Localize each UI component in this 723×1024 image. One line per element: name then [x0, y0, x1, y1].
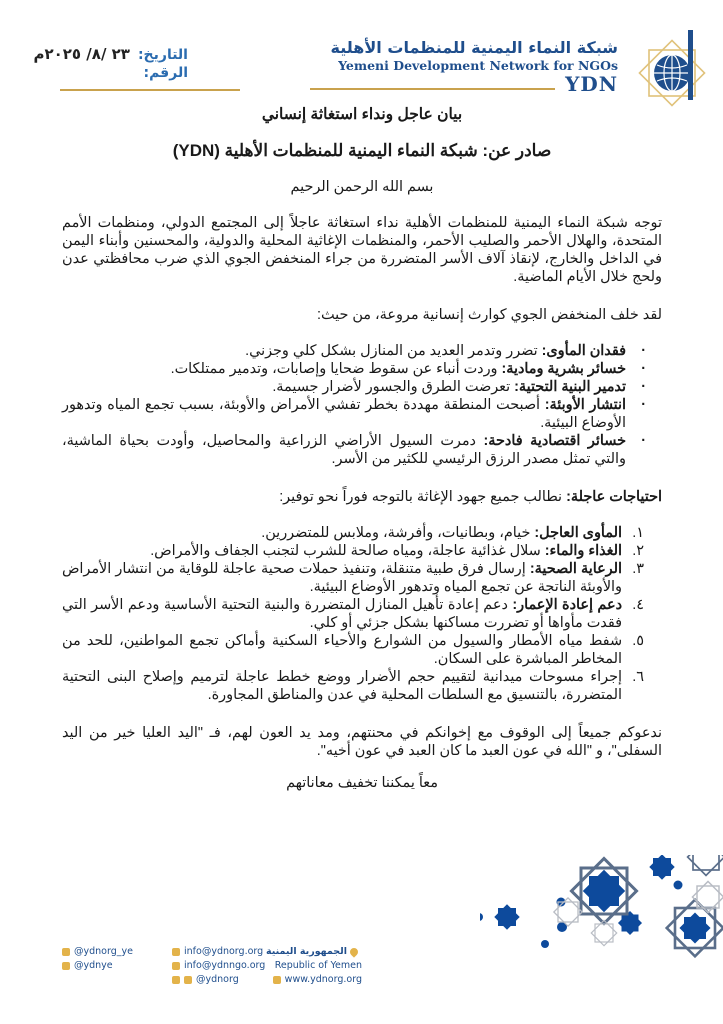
email-link-2[interactable]: info@ydnngo.org — [184, 960, 266, 971]
need-text: شفط مياه الأمطار والسيول من الشوارع والأحياء السكنية وأماكن تجمع المواطنين، للحد من المخاطر المباشرة على السكان. — [62, 633, 623, 667]
impact-intro: لقد خلف المنخفض الجوي كوارث إنسانية مروعة، من حيث: — [316, 307, 662, 323]
ydn-logo-emblem-icon — [637, 38, 707, 108]
need-item — [62, 524, 644, 542]
sign-off: معاً يمكننا تخفيف معاناتهم — [286, 775, 438, 792]
need-text: إجراء مسوحات ميدانية لتقييم حجم الأضرار ووضع خطط عاجلة لترميم وإصلاح البنى التحتية المتضررة، بالتنسيق مع السلطات المحلية في عدن والمناطق المجاورة. — [62, 669, 622, 703]
need-text: إرسال فرق طبية متنقلة، وتنفيذ حملات صحية عاجلة للوقاية من انتشار الأمراض والأوبئة الناتجة عن تجمع المياه وتدهور الأوضاع البيئية. — [62, 561, 622, 595]
need-text: دعم إعادة تأهيل المنازل المتضررة والبنية التحتية الأساسية ودعم الأسر التي فقدت مأواها أو تضررت مساكنها بشكل جزئي أو كلي. — [62, 597, 622, 631]
need-number: ٢. — [632, 543, 644, 559]
impact-item — [62, 378, 646, 396]
document-title: بيان عاجل ونداء استغاثة إنساني — [261, 106, 463, 123]
date-label: التاريخ: — [137, 47, 188, 63]
need-label: المأوى العاجل: — [534, 525, 622, 541]
email-icon — [172, 948, 180, 956]
need-item — [62, 542, 644, 560]
date-value: ٢٣ /٨/ ٢٠٢٥م — [33, 45, 130, 63]
email-icon — [172, 962, 180, 970]
closing-paragraph: ندعوكم جميعاً إلى الوقوف مع إخوانكم في محنتهم، ومد يد العون لهم، فـ "اليد العليا خير من اليد السفلى"، و "الله في عون العبد ما كان العبد في عون أخيه". — [62, 725, 662, 759]
impact-item — [62, 360, 646, 378]
impact-item — [62, 396, 646, 432]
country-english: Republic of Yemen — [274, 960, 362, 971]
footer-contacts — [62, 945, 362, 990]
globe-icon — [273, 976, 281, 984]
need-item — [62, 632, 644, 668]
need-label: الرعاية الصحية: — [529, 561, 622, 577]
impact-text: تضرر وتدمر العديد من المنازل بشكل كلي وجزني. — [245, 343, 542, 359]
impact-list — [62, 342, 662, 468]
email-link-1[interactable]: info@ydnorg.org — [184, 946, 264, 957]
footer-address-column — [266, 945, 362, 987]
letterhead — [0, 0, 723, 100]
header-divider-right — [310, 88, 555, 90]
twitter-handle-1[interactable]: @ydnorg_ye — [74, 946, 133, 957]
need-label: الغذاء والماء: — [544, 543, 622, 559]
org-name-english: Yemeni Development Network for NGOs — [338, 58, 618, 73]
need-text: خيام، وبطانيات، وأفرشة، وملابس للمتضررين. — [261, 525, 535, 541]
impact-text: دمرت السيول الأراضي الزراعية والمحاصيل، وأودت بحياة الماشية، والتي تمثل مصدر الرزق الرئيسي للكثير من الأسر. — [62, 433, 626, 467]
document-body — [62, 100, 662, 792]
facebook-handle[interactable]: @ydnorg — [196, 974, 239, 985]
impact-text: تعرضت الطرق والجسور لأضرار جسيمة. — [272, 379, 515, 395]
needs-list — [62, 524, 662, 704]
impact-label: انتشار الأوبئة: — [544, 397, 627, 413]
impact-label: خسائر اقتصادية فادحة: — [483, 433, 626, 449]
ref-label: الرقم: — [143, 65, 188, 81]
needs-intro — [62, 488, 662, 506]
need-text: سلال غذائية عاجلة، ومياه صالحة للشرب لتجنب الجفاف والأمراض. — [150, 543, 545, 559]
need-item — [62, 668, 644, 704]
intro-paragraph: توجه شبكة النماء اليمنية للمنظمات الأهلية نداء استغاثة عاجلاً إلى المجتمع الدولي، ومنظمات الأمم المتحدة، والهلال الأحمر والصليب الأحمر، والمنظمات الإغاثية المحلية والدولية، والمحسنين وأبناء اليمن في الداخل والخارج، لإنقاذ آلاف الأسر المتضررة من جراء المنخفض الجوي الذي ضرب محافظتي عدن ولحج خلال الأيام الماضية. — [62, 215, 662, 285]
twitter-handle-2[interactable]: @ydnye — [74, 960, 113, 971]
org-name-arabic: شبكة النماء اليمنية للمنظمات الأهلية — [330, 38, 618, 57]
website-link[interactable]: www.ydnorg.org — [284, 974, 362, 985]
need-number: ٣. — [632, 561, 644, 577]
impact-item — [62, 432, 646, 468]
location-pin-icon — [348, 946, 359, 957]
need-label: دعم إعادة الإعمار: — [512, 597, 622, 613]
need-item — [62, 560, 644, 596]
impact-label: فقدان المأوى: — [541, 343, 626, 359]
document-meta — [33, 45, 188, 85]
needs-label: احتياجات عاجلة: — [566, 489, 662, 505]
impact-label: تدمير البنية التحتية: — [514, 379, 626, 395]
header-blue-bar — [688, 30, 693, 100]
need-number: ٦. — [632, 669, 644, 685]
need-number: ٥. — [632, 633, 644, 649]
telegram-icon — [62, 962, 70, 970]
need-number: ١. — [632, 525, 644, 541]
org-abbreviation: YDN — [565, 72, 618, 96]
header-divider-left — [60, 89, 240, 91]
need-item — [62, 596, 644, 632]
impact-text: أصبحت المنطقة مهددة بخطر تفشي الأمراض والأوبئة، بسبب تجمع المياه وتدهور الأوضاع البيئية. — [62, 397, 626, 431]
impact-item — [62, 342, 646, 360]
decorative-star-pattern-icon — [480, 855, 723, 1024]
need-number: ٤. — [632, 597, 644, 613]
youtube-icon — [184, 976, 192, 984]
facebook-icon — [172, 976, 180, 984]
twitter-icon — [62, 948, 70, 956]
country-arabic: الجمهورية اليمنية — [266, 946, 347, 957]
basmala: بسم الله الرحمن الرحيم — [290, 179, 434, 195]
footer-email-column — [172, 945, 265, 987]
impact-text: وردت أنباء عن سقوط ضحايا وإصابات، وتدمير ممتلكات. — [170, 361, 502, 377]
needs-intro-text: نطالب جميع جهود الإغاثة بالتوجه فوراً نحو توفير: — [279, 489, 567, 505]
footer-social-column — [62, 945, 133, 973]
impact-label: خسائر بشرية ومادية: — [501, 361, 626, 377]
document-issuer: صادر عن: شبكة النماء اليمنية للمنظمات الأهلية (YDN) — [172, 141, 552, 160]
